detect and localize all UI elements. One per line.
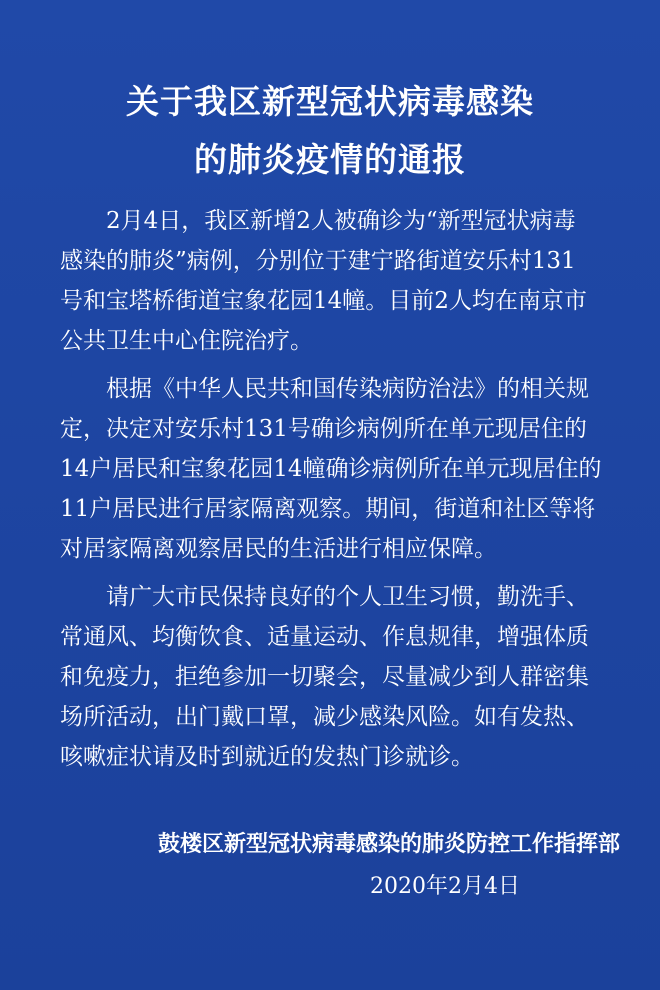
paragraph-line: 场所活动，出门戴口罩，减少感染风险。如有发热、 (60, 704, 589, 730)
paragraph-line: 咳嗽症状请及时到就近的发热门诊就诊。 (60, 744, 474, 770)
notice-title-line-2: 的肺炎疫情的通报 (194, 140, 466, 179)
paragraph-line: 对居家隔离观察居民的生活进行相应保障。 (60, 536, 497, 562)
paragraph-line: 感染的肺炎”病例，分别位于建宁路街道安乐村131 (60, 248, 576, 274)
notice-title-line-1: 关于我区新型冠状病毒感染 (126, 82, 534, 121)
paragraph-line: 根据《中华人民共和国传染病防治法》的相关规 (106, 376, 589, 402)
paragraph-line: 公共卫生中心住院治疗。 (60, 328, 313, 354)
paragraph-2 (60, 369, 615, 569)
paragraph-line: 常通风、均衡饮食、适量运动、作息规律，增强体质 (60, 624, 589, 650)
paragraph-line: 和免疫力，拒绝参加一切聚会，尽量减少到人群密集 (60, 664, 589, 690)
paragraph-1 (60, 201, 615, 361)
paragraph-line: 11户居民进行居家隔离观察。期间，街道和社区等将 (60, 496, 596, 522)
paragraph-line: 定，决定对安乐村131号确诊病例所在单元现居住的 (60, 416, 587, 442)
paragraph-line: 14户居民和宝象花园14幢确诊病例所在单元现居住的 (60, 456, 602, 482)
paragraph-3 (60, 577, 615, 777)
paragraph-line: 号和宝塔桥街道宝象花园14幢。目前2人均在南京市 (60, 288, 587, 314)
paragraph-line: 2月4日，我区新增2人被确诊为“新型冠状病毒 (106, 208, 576, 234)
issuer-signature: 鼓楼区新型冠状病毒感染的肺炎防控工作指挥部 (157, 832, 620, 857)
paragraph-line: 请广大市民保持良好的个人卫生习惯，勤洗手、 (106, 584, 589, 610)
issue-date: 2020年2月4日 (370, 874, 520, 899)
